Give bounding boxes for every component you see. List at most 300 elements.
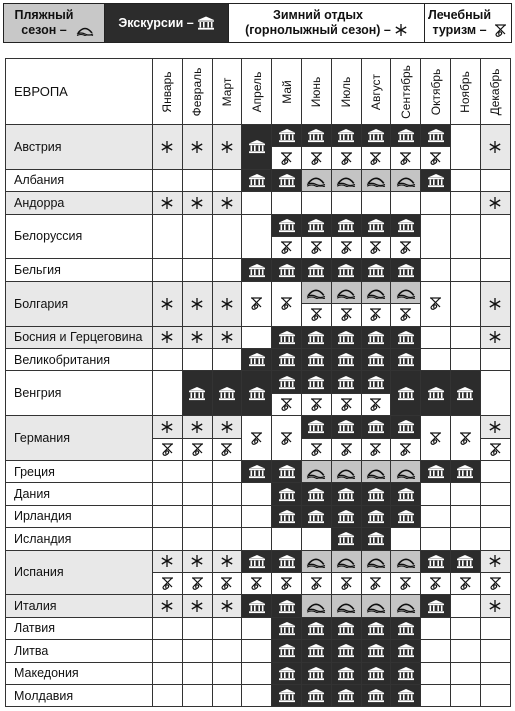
season-cell bbox=[302, 304, 332, 326]
month-label: Декабрь bbox=[488, 68, 503, 115]
season-cell bbox=[391, 685, 421, 707]
museum-icon bbox=[397, 263, 415, 278]
museum-icon bbox=[307, 330, 325, 345]
museum-icon bbox=[367, 419, 385, 434]
empty-cell bbox=[213, 618, 243, 640]
museum-icon bbox=[248, 464, 266, 479]
snowflake-icon bbox=[160, 196, 174, 210]
season-cell bbox=[183, 595, 213, 617]
season-cell bbox=[272, 327, 302, 349]
empty-cell bbox=[213, 528, 243, 550]
season-cell bbox=[183, 371, 213, 416]
season-cell bbox=[332, 663, 362, 685]
beach-icon bbox=[366, 599, 386, 613]
museum-icon bbox=[397, 386, 415, 401]
season-cell bbox=[362, 506, 392, 528]
beach-icon bbox=[396, 554, 416, 568]
season-cell bbox=[332, 394, 362, 416]
country-cell bbox=[5, 483, 153, 505]
museum-icon bbox=[337, 666, 355, 681]
legend-medical bbox=[425, 3, 512, 43]
empty-cell bbox=[451, 685, 481, 707]
museum-icon bbox=[397, 487, 415, 502]
museum-icon bbox=[427, 554, 445, 569]
empty-cell bbox=[183, 663, 213, 685]
beach-icon bbox=[306, 465, 326, 479]
season-cell bbox=[391, 461, 421, 483]
medical-icon bbox=[309, 576, 324, 591]
museum-icon bbox=[307, 263, 325, 278]
country-name: Босния и Герцеговина bbox=[14, 330, 143, 345]
medical-icon bbox=[368, 576, 383, 591]
museum-icon bbox=[248, 599, 266, 614]
medical-icon bbox=[190, 576, 205, 591]
empty-cell bbox=[242, 528, 272, 550]
medical-icon bbox=[339, 576, 354, 591]
museum-icon bbox=[197, 16, 215, 31]
medical-icon bbox=[368, 442, 383, 457]
legend-medical-label: Лечебный туризм – bbox=[427, 8, 492, 37]
season-cell bbox=[391, 371, 421, 416]
season-cell bbox=[153, 439, 183, 461]
season-cell bbox=[272, 595, 302, 617]
season-cell bbox=[242, 125, 272, 170]
season-cell bbox=[391, 327, 421, 349]
empty-cell bbox=[481, 618, 511, 640]
museum-icon bbox=[337, 688, 355, 703]
museum-icon bbox=[456, 386, 474, 401]
season-cell bbox=[183, 551, 213, 573]
season-cell bbox=[213, 551, 243, 573]
country-name: Греция bbox=[14, 464, 55, 479]
country-cell bbox=[5, 192, 153, 214]
medical-icon bbox=[309, 442, 324, 457]
season-cell bbox=[242, 371, 272, 416]
season-cell bbox=[183, 125, 213, 170]
season-cell bbox=[272, 259, 302, 281]
museum-icon bbox=[278, 554, 296, 569]
season-cell bbox=[391, 259, 421, 281]
empty-cell bbox=[421, 215, 451, 260]
snowflake-icon bbox=[488, 196, 502, 210]
month-label: Июль bbox=[339, 76, 354, 107]
season-cell bbox=[421, 282, 451, 327]
museum-icon bbox=[367, 531, 385, 546]
season-cell bbox=[391, 663, 421, 685]
medical-icon bbox=[309, 151, 324, 166]
country-name: Исландия bbox=[14, 531, 72, 546]
medical-icon bbox=[368, 397, 383, 412]
snowflake-icon bbox=[160, 599, 174, 613]
season-cell bbox=[242, 282, 272, 327]
month-header bbox=[332, 58, 362, 125]
medical-icon bbox=[428, 576, 443, 591]
country-cell bbox=[5, 685, 153, 707]
empty-cell bbox=[421, 685, 451, 707]
season-cell bbox=[421, 573, 451, 595]
museum-icon bbox=[248, 386, 266, 401]
snowflake-icon bbox=[394, 23, 408, 38]
empty-cell bbox=[451, 125, 481, 170]
season-cell bbox=[272, 640, 302, 662]
snowflake-icon bbox=[220, 554, 234, 568]
season-cell bbox=[213, 327, 243, 349]
season-cell bbox=[272, 573, 302, 595]
museum-icon bbox=[427, 464, 445, 479]
museum-icon bbox=[278, 375, 296, 390]
month-label: Ноябрь bbox=[458, 70, 473, 113]
season-cell bbox=[362, 125, 392, 147]
empty-cell bbox=[153, 371, 183, 416]
empty-cell bbox=[153, 170, 183, 192]
season-cell bbox=[332, 215, 362, 237]
snowflake-icon bbox=[488, 140, 502, 154]
region-label: ЕВРОПА bbox=[14, 84, 68, 99]
season-cell bbox=[302, 327, 332, 349]
empty-cell bbox=[421, 640, 451, 662]
museum-icon bbox=[337, 263, 355, 278]
museum-icon bbox=[307, 128, 325, 143]
empty-cell bbox=[481, 371, 511, 416]
season-cell bbox=[451, 573, 481, 595]
season-table bbox=[5, 58, 511, 709]
empty-cell bbox=[213, 349, 243, 371]
country-name: Австрия bbox=[14, 139, 62, 154]
museum-icon bbox=[367, 643, 385, 658]
empty-cell bbox=[213, 685, 243, 707]
country-cell bbox=[5, 618, 153, 640]
month-label: Март bbox=[219, 77, 234, 106]
season-cell bbox=[391, 416, 421, 438]
empty-cell bbox=[242, 215, 272, 260]
season-cell bbox=[272, 349, 302, 371]
empty-cell bbox=[272, 528, 302, 550]
museum-icon bbox=[337, 218, 355, 233]
empty-cell bbox=[451, 595, 481, 617]
beach-icon bbox=[336, 285, 356, 299]
season-cell bbox=[481, 416, 511, 438]
season-cell bbox=[242, 551, 272, 573]
museum-icon bbox=[278, 263, 296, 278]
empty-cell bbox=[183, 349, 213, 371]
empty-cell bbox=[153, 259, 183, 281]
snowflake-icon bbox=[160, 140, 174, 154]
museum-icon bbox=[248, 263, 266, 278]
season-cell bbox=[391, 349, 421, 371]
season-cell bbox=[242, 573, 272, 595]
museum-icon bbox=[278, 487, 296, 502]
medical-icon bbox=[279, 576, 294, 591]
season-cell bbox=[362, 573, 392, 595]
beach-icon bbox=[366, 554, 386, 568]
country-name: Македония bbox=[14, 666, 79, 681]
snowflake-icon bbox=[190, 420, 204, 434]
empty-cell bbox=[421, 618, 451, 640]
season-cell bbox=[332, 371, 362, 393]
season-cell bbox=[183, 192, 213, 214]
season-cell bbox=[362, 461, 392, 483]
season-cell bbox=[391, 170, 421, 192]
snowflake-icon bbox=[488, 554, 502, 568]
country-name: Испания bbox=[14, 565, 64, 580]
season-cell bbox=[332, 551, 362, 573]
empty-cell bbox=[481, 685, 511, 707]
medical-icon bbox=[368, 151, 383, 166]
museum-icon bbox=[307, 621, 325, 636]
museum-icon bbox=[427, 128, 445, 143]
empty-cell bbox=[302, 192, 332, 214]
month-header bbox=[213, 58, 243, 125]
season-cell bbox=[242, 349, 272, 371]
museum-icon bbox=[367, 666, 385, 681]
medical-icon bbox=[428, 431, 443, 446]
season-cell bbox=[391, 439, 421, 461]
month-header bbox=[362, 58, 392, 125]
season-cell bbox=[362, 282, 392, 304]
empty-cell bbox=[481, 483, 511, 505]
snowflake-icon bbox=[488, 599, 502, 613]
snowflake-icon bbox=[220, 297, 234, 311]
museum-icon bbox=[397, 419, 415, 434]
snowflake-icon bbox=[488, 330, 502, 344]
empty-cell bbox=[242, 640, 272, 662]
empty-cell bbox=[391, 528, 421, 550]
country-name: Ирландия bbox=[14, 509, 72, 524]
medical-icon bbox=[279, 431, 294, 446]
empty-cell bbox=[183, 506, 213, 528]
empty-cell bbox=[183, 170, 213, 192]
beach-icon bbox=[366, 465, 386, 479]
country-name: Молдавия bbox=[14, 688, 74, 703]
empty-cell bbox=[481, 259, 511, 281]
empty-cell bbox=[153, 483, 183, 505]
season-cell bbox=[391, 618, 421, 640]
empty-cell bbox=[421, 327, 451, 349]
snowflake-icon bbox=[190, 196, 204, 210]
museum-icon bbox=[397, 218, 415, 233]
season-cell bbox=[362, 416, 392, 438]
season-cell bbox=[362, 595, 392, 617]
season-cell bbox=[362, 371, 392, 393]
legend-excursions bbox=[105, 3, 229, 43]
empty-cell bbox=[391, 192, 421, 214]
season-cell bbox=[242, 416, 272, 461]
museum-icon bbox=[427, 173, 445, 188]
empty-cell bbox=[213, 640, 243, 662]
empty-cell bbox=[153, 215, 183, 260]
medical-icon bbox=[368, 307, 383, 322]
museum-icon bbox=[397, 330, 415, 345]
museum-icon bbox=[337, 419, 355, 434]
museum-icon bbox=[307, 509, 325, 524]
month-label: Июнь bbox=[309, 76, 324, 107]
season-cell bbox=[302, 371, 332, 393]
medical-icon bbox=[398, 240, 413, 255]
country-cell bbox=[5, 371, 153, 416]
country-cell bbox=[5, 663, 153, 685]
medical-icon bbox=[190, 442, 205, 457]
season-cell bbox=[332, 640, 362, 662]
beach-icon bbox=[306, 173, 326, 187]
season-cell bbox=[213, 573, 243, 595]
season-cell bbox=[272, 461, 302, 483]
empty-cell bbox=[272, 192, 302, 214]
medical-icon bbox=[160, 576, 175, 591]
medical-icon bbox=[309, 307, 324, 322]
season-cell bbox=[362, 259, 392, 281]
empty-cell bbox=[213, 215, 243, 260]
season-cell bbox=[391, 551, 421, 573]
beach-icon bbox=[306, 285, 326, 299]
season-cell bbox=[213, 192, 243, 214]
museum-icon bbox=[427, 386, 445, 401]
season-cell bbox=[332, 595, 362, 617]
country-name: Андорра bbox=[14, 195, 65, 210]
legend-excursions-label: Экскурсии – bbox=[118, 15, 194, 30]
empty-cell bbox=[153, 461, 183, 483]
empty-cell bbox=[421, 259, 451, 281]
empty-cell bbox=[242, 483, 272, 505]
season-cell bbox=[391, 237, 421, 259]
season-cell bbox=[213, 371, 243, 416]
season-cell bbox=[153, 595, 183, 617]
season-cell bbox=[153, 416, 183, 438]
country-name: Германия bbox=[14, 431, 71, 446]
season-cell bbox=[362, 618, 392, 640]
country-cell bbox=[5, 595, 153, 617]
empty-cell bbox=[421, 663, 451, 685]
museum-icon bbox=[307, 487, 325, 502]
season-cell bbox=[272, 506, 302, 528]
season-cell bbox=[421, 551, 451, 573]
season-cell bbox=[272, 685, 302, 707]
season-cell bbox=[332, 685, 362, 707]
season-cell bbox=[302, 640, 332, 662]
season-cell bbox=[213, 595, 243, 617]
country-cell bbox=[5, 215, 153, 260]
beach-icon bbox=[336, 554, 356, 568]
snowflake-icon bbox=[488, 297, 502, 311]
season-cell bbox=[302, 573, 332, 595]
season-cell bbox=[213, 416, 243, 438]
empty-cell bbox=[153, 685, 183, 707]
snowflake-icon bbox=[220, 420, 234, 434]
snowflake-icon bbox=[160, 330, 174, 344]
season-cell bbox=[362, 685, 392, 707]
museum-icon bbox=[278, 621, 296, 636]
season-cell bbox=[421, 125, 451, 147]
beach-icon bbox=[306, 554, 326, 568]
season-cell bbox=[332, 147, 362, 169]
medical-icon bbox=[219, 576, 234, 591]
country-name: Белоруссия bbox=[14, 229, 83, 244]
empty-cell bbox=[451, 282, 481, 327]
museum-icon bbox=[337, 531, 355, 546]
beach-icon bbox=[366, 285, 386, 299]
season-cell bbox=[302, 237, 332, 259]
country-cell bbox=[5, 528, 153, 550]
season-cell bbox=[332, 439, 362, 461]
legend bbox=[3, 3, 512, 43]
season-cell bbox=[183, 282, 213, 327]
season-cell bbox=[272, 551, 302, 573]
empty-cell bbox=[183, 461, 213, 483]
museum-icon bbox=[278, 643, 296, 658]
medical-icon bbox=[428, 296, 443, 311]
museum-icon bbox=[456, 554, 474, 569]
season-cell bbox=[153, 327, 183, 349]
season-cell bbox=[332, 461, 362, 483]
medical-icon bbox=[398, 151, 413, 166]
season-cell bbox=[362, 215, 392, 237]
season-cell bbox=[302, 170, 332, 192]
empty-cell bbox=[451, 215, 481, 260]
season-cell bbox=[302, 349, 332, 371]
empty-cell bbox=[242, 618, 272, 640]
empty-cell bbox=[451, 327, 481, 349]
medical-icon bbox=[339, 397, 354, 412]
museum-icon bbox=[397, 666, 415, 681]
region-header bbox=[5, 58, 153, 125]
empty-cell bbox=[153, 528, 183, 550]
season-cell bbox=[362, 237, 392, 259]
museum-icon bbox=[278, 330, 296, 345]
season-cell bbox=[481, 282, 511, 327]
museum-icon bbox=[307, 419, 325, 434]
museum-icon bbox=[307, 643, 325, 658]
snowflake-icon bbox=[190, 554, 204, 568]
season-cell bbox=[302, 147, 332, 169]
empty-cell bbox=[451, 640, 481, 662]
museum-icon bbox=[278, 352, 296, 367]
museum-icon bbox=[367, 621, 385, 636]
country-cell bbox=[5, 125, 153, 170]
empty-cell bbox=[153, 663, 183, 685]
season-cell bbox=[362, 327, 392, 349]
medical-icon bbox=[339, 151, 354, 166]
season-cell bbox=[481, 125, 511, 170]
museum-icon bbox=[427, 599, 445, 614]
museum-icon bbox=[367, 487, 385, 502]
empty-cell bbox=[183, 259, 213, 281]
legend-beach-label: Пляжный сезон – bbox=[14, 8, 74, 37]
snowflake-icon bbox=[220, 196, 234, 210]
season-cell bbox=[302, 551, 332, 573]
season-cell bbox=[183, 416, 213, 438]
season-cell bbox=[272, 237, 302, 259]
empty-cell bbox=[451, 663, 481, 685]
season-cell bbox=[332, 237, 362, 259]
season-cell bbox=[272, 147, 302, 169]
museum-icon bbox=[367, 128, 385, 143]
season-cell bbox=[183, 439, 213, 461]
season-cell bbox=[481, 327, 511, 349]
country-cell bbox=[5, 282, 153, 327]
snowflake-icon bbox=[190, 330, 204, 344]
snowflake-icon bbox=[190, 599, 204, 613]
country-name: Великобритания bbox=[14, 352, 110, 367]
season-cell bbox=[362, 551, 392, 573]
season-cell bbox=[213, 439, 243, 461]
medical-icon bbox=[279, 151, 294, 166]
snowflake-icon bbox=[160, 297, 174, 311]
museum-icon bbox=[397, 621, 415, 636]
season-cell bbox=[391, 640, 421, 662]
month-header bbox=[421, 58, 451, 125]
season-cell bbox=[332, 349, 362, 371]
month-label: Октябрь bbox=[428, 68, 443, 115]
season-cell bbox=[421, 147, 451, 169]
